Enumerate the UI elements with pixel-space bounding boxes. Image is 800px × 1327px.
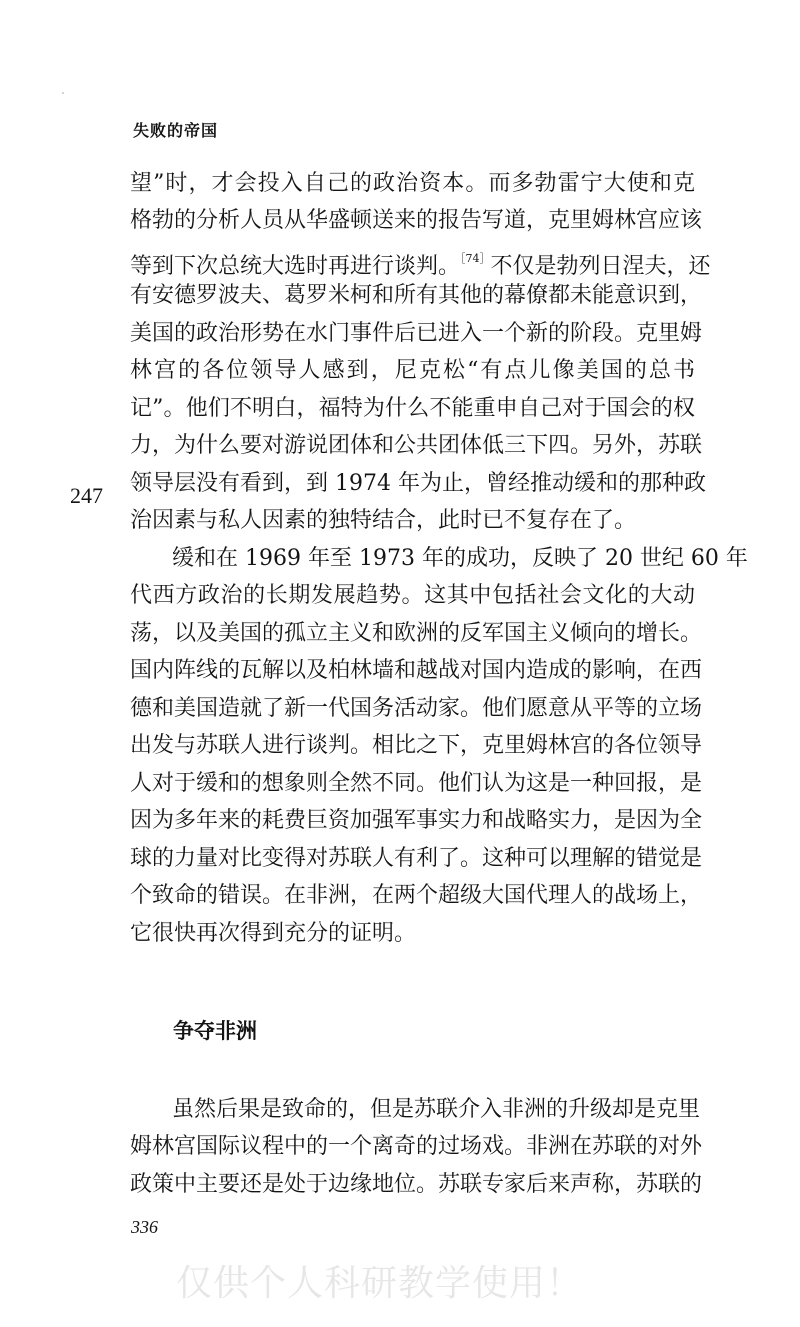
text-line: 虽然后果是致命的，但是苏联介入非洲的升级却是克里: [172, 1097, 701, 1122]
text-line: 望”时，才会投入自己的政治资本。而多勃雷宁大使和克: [130, 171, 695, 196]
text-line: 德和美国造就了新一代国务活动家。他们愿意从平等的立场: [130, 696, 703, 721]
text-line: 记”。他们不明白，福特为什么不能重申自己对于国会的权: [130, 396, 695, 421]
text-segment: 等到下次总统大选时再进行谈判。: [130, 254, 461, 279]
scan-artifact-dot: [62, 92, 64, 94]
text-segment: 不仅是勃列日涅夫，还: [490, 254, 711, 279]
text-line: 有安德罗波夫、葛罗米柯和所有其他的幕僚都未能意识到，: [130, 283, 703, 308]
margin-page-number: 247: [70, 483, 103, 508]
text-line: 政策中主要还是处于边缘地位。苏联专家后来声称，苏联的: [130, 1172, 703, 1197]
text-line: [130, 243, 711, 283]
text-line: 人对于缓和的想象则全然不同。他们认为这是一种回报，是: [130, 771, 703, 796]
text-line: 荡，以及美国的孤立主义和欧洲的反军国主义倾向的增长。: [130, 621, 703, 646]
running-header-title: 失败的帝国: [133, 121, 219, 140]
text-line: 领导层没有看到，到 1974 年为止，曾经推动缓和的那种政: [130, 471, 706, 496]
section-heading: 争夺非洲: [173, 1019, 257, 1043]
text-line: 力，为什么要对游说团体和公共团体低三下四。另外，苏联: [130, 433, 703, 458]
text-line: 姆林宫国际议程中的一个离奇的过场戏。非洲在苏联的对外: [130, 1134, 703, 1159]
text-line: 因为多年来的耗费巨资加强军事实力和战略实力，是因为全: [130, 808, 703, 833]
text-line: 林宫的各位领导人感到，尼克松“有点儿像美国的总书: [130, 358, 695, 383]
text-line: 出发与苏联人进行谈判。相比之下，克里姆林宫的各位领导: [130, 733, 703, 758]
text-line: 治因素与私人因素的独特结合，此时已不复存在了。: [130, 508, 637, 533]
text-line: 缓和在 1969 年至 1973 年的成功，反映了 20 世纪 60 年: [172, 546, 748, 571]
watermark-text: 仅供个人科研教学使用！: [176, 1263, 584, 1304]
footnote-reference: ［74］: [460, 252, 491, 265]
text-line: 个致命的错误。在非洲，在两个超级大国代理人的战场上，: [130, 883, 703, 908]
text-line: 格勃的分析人员从华盛顿送来的报告写道，克里姆林宫应该: [130, 208, 703, 233]
page-number: 336: [131, 1217, 158, 1237]
text-line: 代西方政治的长期发展趋势。这其中包括社会文化的大动: [130, 583, 695, 608]
text-line: 国内阵线的瓦解以及柏林墙和越战对国内造成的影响，在西: [130, 658, 703, 683]
text-line: 它很快再次得到充分的证明。: [130, 921, 417, 946]
text-line: 球的力量对比变得对苏联人有利了。这种可以理解的错觉是: [130, 846, 703, 871]
text-line: 美国的政治形势在水门事件后已进入一个新的阶段。克里姆: [130, 321, 703, 346]
